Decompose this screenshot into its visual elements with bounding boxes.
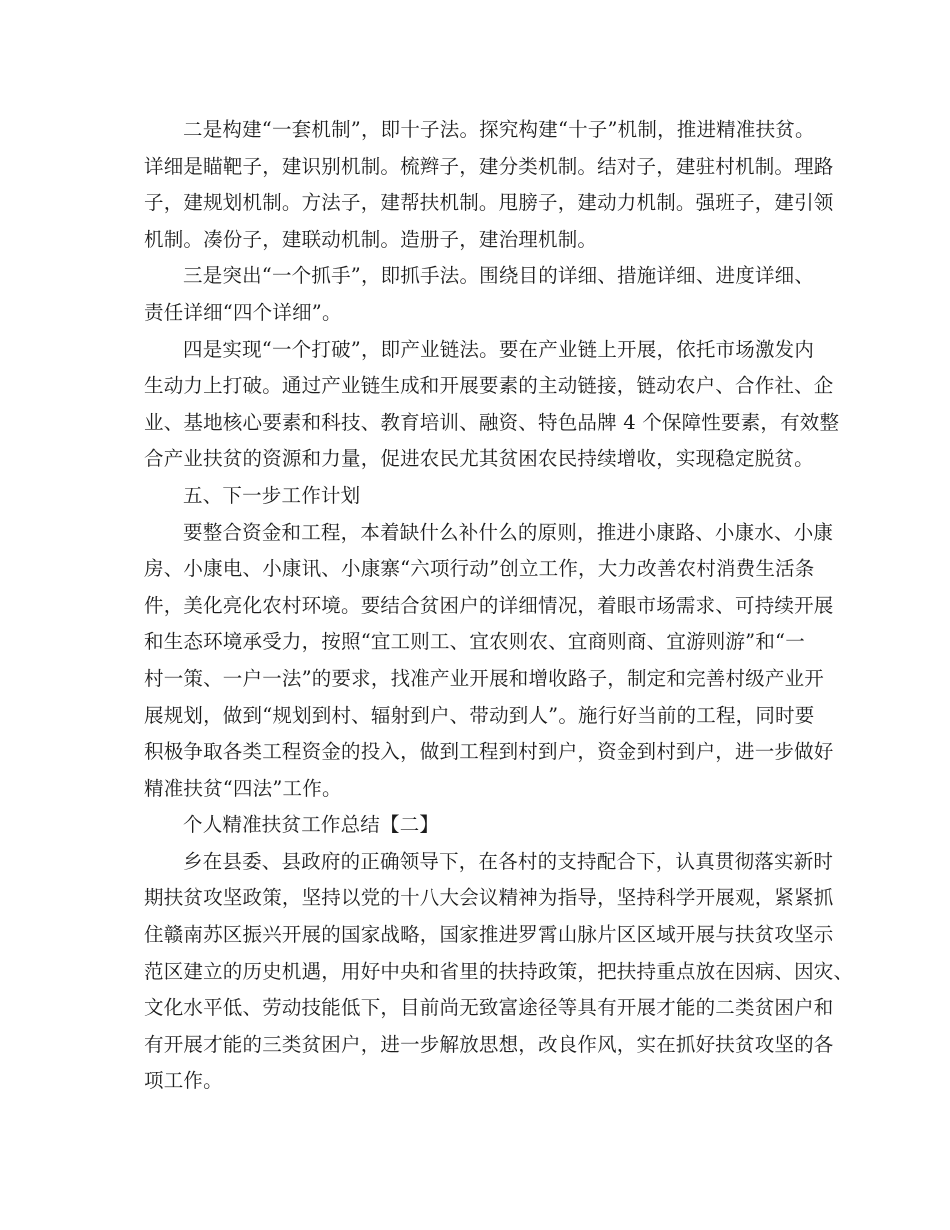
paragraph-line: 乡在县委、县政府的正确领导下，在各村的支持配合下，认真贯彻落实新时	[183, 849, 834, 873]
paragraph-line: 详细是瞄靶子，建识别机制。梳辫子，建分类机制。结对子，建驻村机制。理路	[144, 154, 834, 178]
paragraph-line: 和生态环境承受力，按照“宜工则工、宜农则农、宜商则商、宜游则游”和“一	[144, 630, 805, 654]
section-heading: 五、下一步工作计划	[183, 483, 361, 507]
paragraph-line: 精准扶贫“四法”工作。	[144, 776, 342, 800]
paragraph-line: 住赣南苏区振兴开展的国家战略，国家推进罗霄山脉片区区域开展与扶贫攻坚示	[144, 923, 834, 947]
paragraph-line: 展规划，做到“规划到村、辐射到户、带动到人”。施行好当前的工程，同时要	[144, 703, 815, 727]
paragraph-line: 业、基地核心要素和科技、教育培训、融资、特色品牌 4 个保障性要素，有效整	[144, 410, 840, 434]
paragraph-line: 期扶贫攻坚政策，坚持以党的十八大会议精神为指导，坚持科学开展观，紧紧抓	[144, 886, 834, 910]
paragraph-line: 机制。凑份子，建联动机制。造册子，建治理机制。	[144, 227, 598, 251]
paragraph-line: 文化水平低、劳动技能低下，目前尚无致富途径等具有开展才能的二类贫困户和	[144, 996, 834, 1020]
paragraph-line: 三是突出“一个抓手”，即抓手法。围绕目的详细、措施详细、进度详细、	[183, 264, 815, 288]
paragraph-line: 责任详细“四个详细”。	[144, 300, 342, 324]
paragraph-line: 项工作。	[144, 1069, 223, 1093]
paragraph-line: 合产业扶贫的资源和力量，促进农民尤其贫困农民持续增收，实现稳定脱贫。	[144, 447, 814, 471]
paragraph-line: 有开展才能的三类贫困户，进一步解放思想，改良作风，实在抓好扶贫攻坚的各	[144, 1032, 834, 1056]
paragraph-line: 生动力上打破。通过产业链生成和开展要素的主动链接，链动农户、合作社、企	[144, 374, 834, 398]
paragraph-line: 四是实现“一个打破”，即产业链法。要在产业链上开展，依托市场激发内	[183, 337, 815, 361]
document-body	[144, 112, 854, 1100]
paragraph-line: 积极争取各类工程资金的投入，做到工程到村到户，资金到村到户，进一步做好	[144, 740, 834, 764]
paragraph-line: 村一策、一户一法”的要求，找准产业开展和增收路子，制定和完善村级产业开	[144, 666, 824, 690]
paragraph-line: 房、小康电、小康讯、小康寨“六项行动”创立工作，大力改善农村消费生活条	[144, 557, 815, 581]
paragraph-line: 要整合资金和工程，本着缺什么补什么的原则，推进小康路、小康水、小康	[183, 520, 834, 544]
paragraph-line: 件，美化亮化农村环境。要结合贫困户的详细情况，着眼市场需求、可持续开展	[144, 593, 834, 617]
paragraph-line: 子，建规划机制。方法子，建帮扶机制。甩膀子，建动力机制。强班子，建引领	[144, 191, 834, 215]
paragraph-line: 二是构建“一套机制”，即十子法。探究构建“十子”机制，推进精准扶贫。	[183, 118, 815, 141]
paragraph-line: 范区建立的历史机遇，用好中央和省里的扶持政策，把扶持重点放在因病、因灾、	[144, 959, 854, 983]
section-heading: 个人精准扶贫工作总结【二】	[183, 813, 440, 837]
